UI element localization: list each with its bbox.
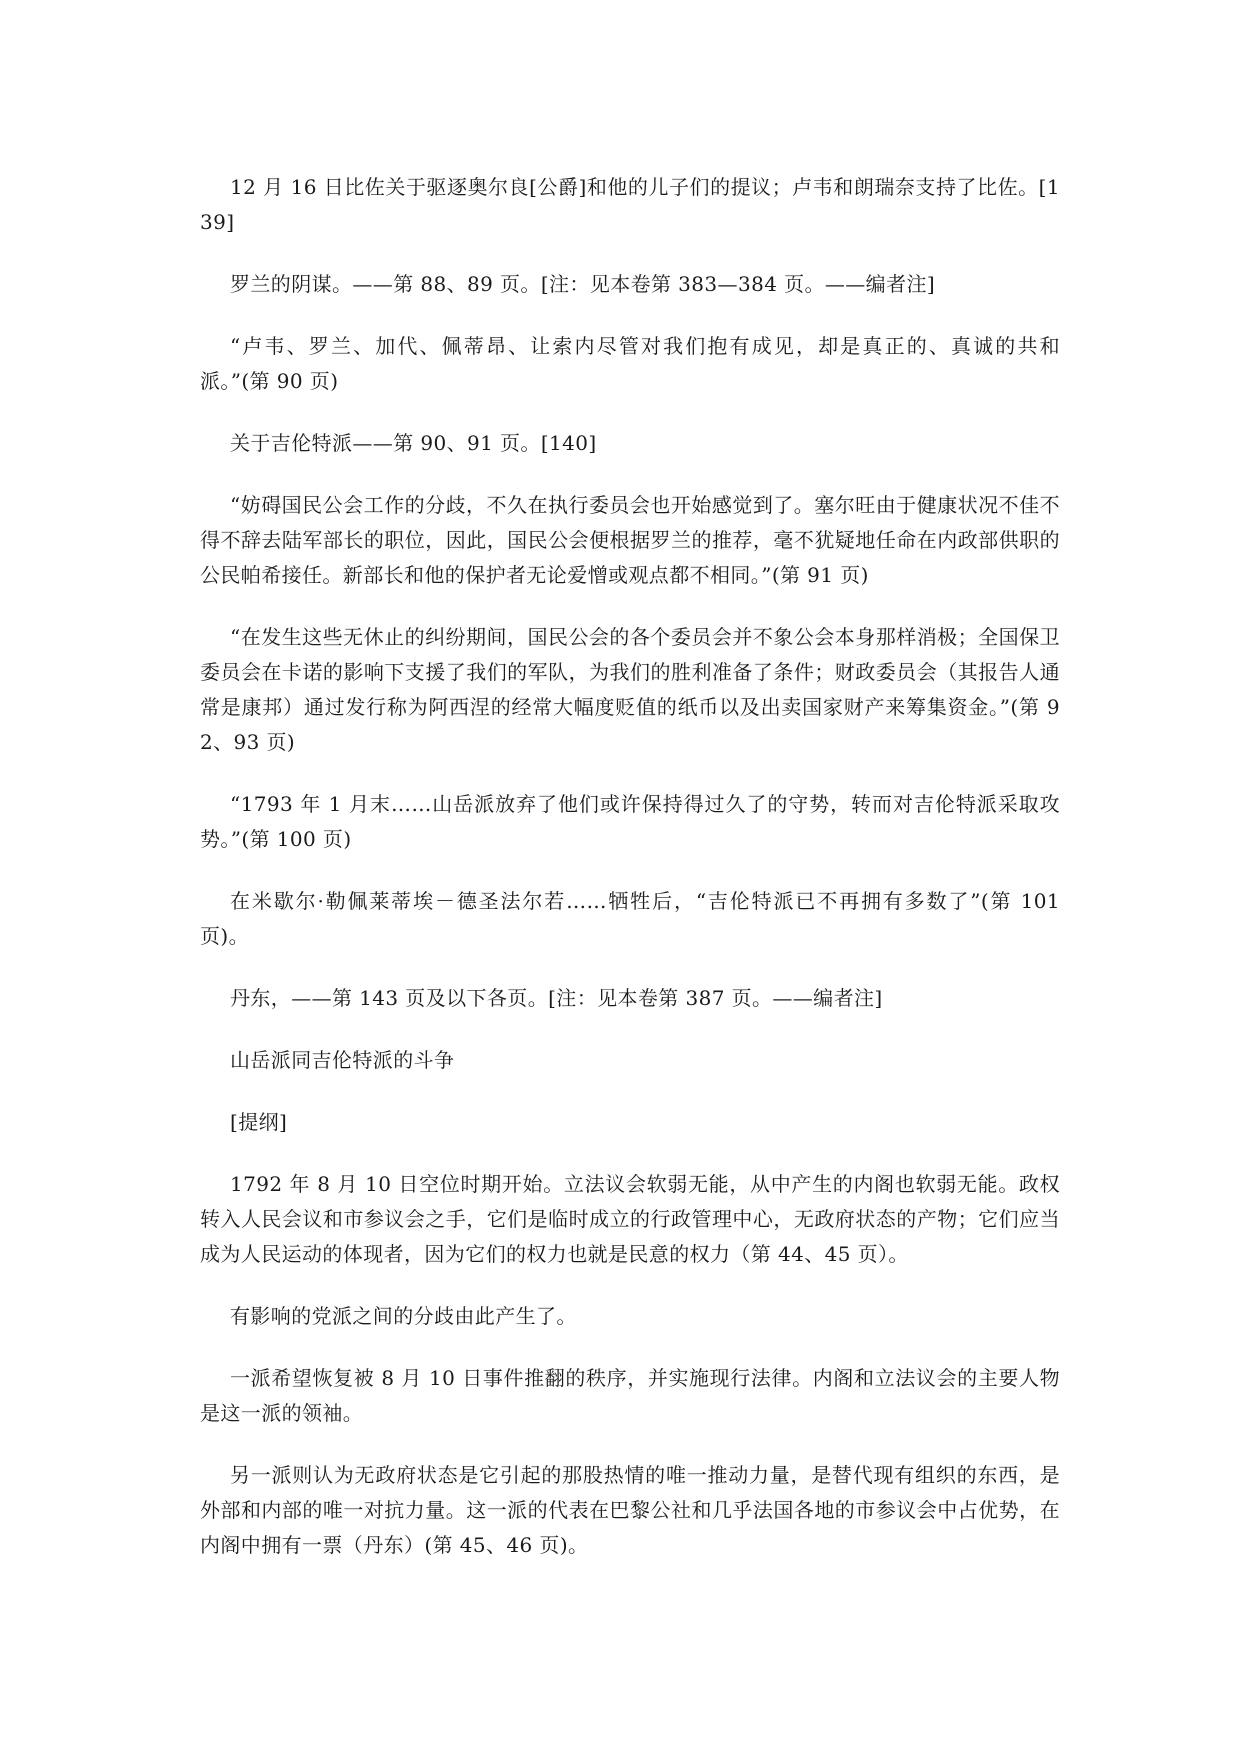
paragraph: 12 月 16 日比佐关于驱逐奥尔良[公爵]和他的儿子们的提议；卢韦和朗瑞奈支持了比佐。[139] xyxy=(200,175,1060,234)
paragraph: “在发生这些无休止的纠纷期间，国民公会的各个委员会并不象公会本身那样消极；全国保卫委员会在卡诺的影响下支援了我们的军队，为我们的胜利准备了条件；财政委员会（其报告人通常是康邦）通过发行称为阿西涅的经常大幅度贬值的纸币以及出卖国家财产来筹集资金。”(第 92、93 页) xyxy=(200,625,1060,754)
paragraph: “妨碍国民公会工作的分歧，不久在执行委员会也开始感觉到了。塞尔旺由于健康状况不佳不得不辞去陆军部长的职位，因此，国民公会便根据罗兰的推荐，毫不犹疑地任命在内政部供职的公民帕希接任。新部长和他的保护者无论爱憎或观点都不相同。”(第 91 页) xyxy=(200,493,1060,587)
paragraph: 关于吉伦特派——第 90、91 页。[140] xyxy=(230,431,597,455)
paragraph: 1792 年 8 月 10 日空位时期开始。立法议会软弱无能，从中产生的内阁也软弱无能。政权转入人民会议和市参议会之手，它们是临时成立的行政管理中心，无政府状态的产物；它们应当成为人民运动的体现者，因为它们的权力也就是民意的权力（第 44、45 页）。 xyxy=(200,1172,1060,1266)
paragraph: 在米歇尔·勒佩莱蒂埃－德圣法尔若……牺牲后，“吉伦特派已不再拥有多数了”(第 101 页)。 xyxy=(200,889,1060,948)
paragraph: 罗兰的阴谋。——第 88、89 页。[注：见本卷第 383—384 页。——编者注] xyxy=(230,272,936,296)
section-heading: 山岳派同吉伦特派的斗争 xyxy=(230,1048,455,1072)
paragraph: 丹东，——第 143 页及以下各页。[注：见本卷第 387 页。——编者注] xyxy=(230,986,883,1010)
paragraph: 另一派则认为无政府状态是它引起的那股热情的唯一推动力量，是替代现有组织的东西，是外部和内部的唯一对抗力量。这一派的代表在巴黎公社和几乎法国各地的市参议会中占优势，在内阁中拥有一票（丹东）(第 45、46 页)。 xyxy=(200,1463,1060,1557)
paragraph: “1793 年 1 月末……山岳派放弃了他们或许保持得过久了的守势，转而对吉伦特派采取攻势。”(第 100 页) xyxy=(200,792,1060,851)
paragraph: 有影响的党派之间的分歧由此产生了。 xyxy=(230,1304,577,1328)
paragraph: 一派希望恢复被 8 月 10 日事件推翻的秩序，并实施现行法律。内阁和立法议会的主要人物是这一派的领袖。 xyxy=(200,1366,1060,1425)
paragraph: “卢韦、罗兰、加代、佩蒂昂、让索内尽管对我们抱有成见，却是真正的、真诚的共和派。”(第 90 页) xyxy=(200,334,1060,393)
section-subheading: [提纲] xyxy=(230,1110,288,1134)
document-body xyxy=(200,170,1060,1590)
